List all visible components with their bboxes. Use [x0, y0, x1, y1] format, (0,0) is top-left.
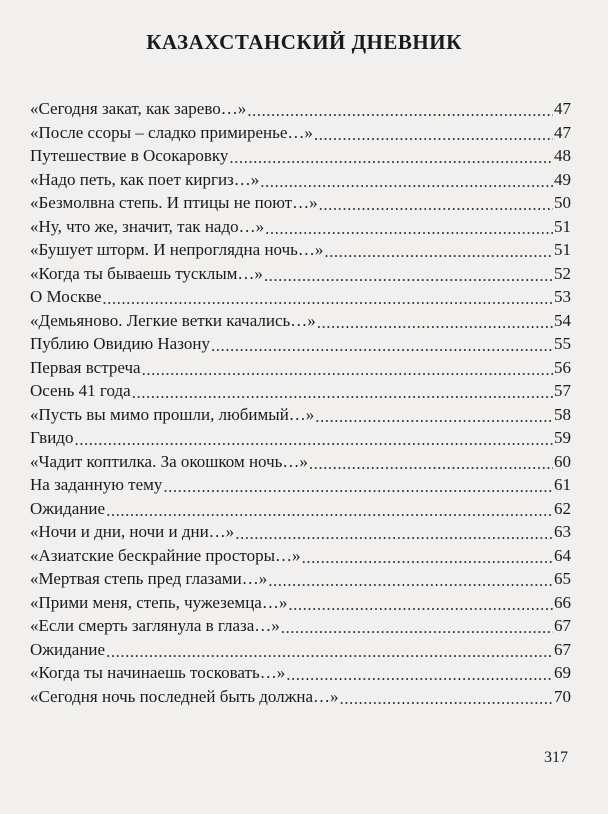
toc-leader-dots [286, 663, 553, 683]
toc-entry-page: 49 [554, 169, 571, 189]
toc-entry-page: 62 [554, 498, 571, 518]
toc-entry [30, 379, 571, 403]
toc-entry [30, 97, 571, 121]
toc-entry-title: Путешествие в Осокаровку [30, 146, 229, 165]
toc-leader-dots [268, 569, 553, 589]
toc-entry-title: Осень 41 года [30, 381, 131, 400]
toc-entry-title: «Сегодня ночь последней быть должна…» [30, 686, 339, 706]
toc-entry [30, 215, 571, 239]
toc-leader-dots [309, 452, 553, 472]
toc-entry [30, 685, 571, 709]
toc-entry-title: «После ссоры – сладко примиренье…» [30, 122, 313, 142]
toc-leader-dots [260, 170, 553, 190]
toc-entry-title: «Бушует шторм. И непроглядна ночь…» [30, 240, 324, 259]
toc-entry [30, 332, 571, 356]
toc-entry-page: 59 [554, 428, 571, 447]
toc-entry [30, 520, 571, 544]
toc-entry-title: «Мертвая степь пред глазами…» [30, 569, 268, 588]
toc-entry-page: 61 [554, 475, 571, 494]
toc-entry [30, 591, 571, 615]
toc-entry-page: 57 [554, 381, 571, 400]
toc-leader-dots [340, 687, 554, 707]
toc-entry-title: «Ночи и дни, ночи и дни…» [30, 522, 235, 541]
toc-entry-page: 58 [554, 404, 571, 424]
toc-entry [30, 356, 571, 380]
toc-leader-dots [319, 193, 553, 213]
toc-entry-page: 54 [554, 310, 571, 330]
toc-entry-page: 65 [554, 569, 571, 588]
toc-entry-title: «Чадит коптилка. За окошком ночь…» [30, 451, 308, 471]
toc-entry-page: 47 [554, 122, 571, 142]
toc-entry-title: «Если смерть заглянула в глаза…» [30, 616, 280, 635]
toc-entry-page: 67 [554, 616, 571, 635]
toc-entry [30, 473, 571, 497]
toc-entry-title: «Сегодня закат, как зарево…» [30, 99, 247, 118]
toc-entry [30, 403, 571, 427]
toc-entry-title: «Азиатские бескрайние просторы…» [30, 545, 301, 565]
toc-leader-dots [163, 475, 553, 495]
toc-leader-dots [324, 240, 553, 260]
toc-entry [30, 638, 571, 662]
toc-leader-dots [106, 640, 553, 660]
toc-entry [30, 497, 571, 521]
toc-entry-page: 60 [554, 451, 571, 471]
toc-leader-dots [314, 123, 553, 143]
toc-entry-title: Гвидо [30, 428, 74, 447]
toc-entry-page: 51 [554, 216, 571, 236]
toc-leader-dots [317, 311, 553, 331]
toc-entry [30, 121, 571, 145]
toc-leader-dots [281, 616, 553, 636]
toc-leader-dots [132, 381, 553, 401]
section-title: КАЗАХСТАНСКИЙ ДНЕВНИК [146, 30, 462, 54]
toc-entry [30, 238, 571, 262]
toc-entry [30, 450, 571, 474]
toc-entry-page: 52 [554, 263, 571, 283]
toc-entry [30, 191, 571, 215]
toc-entry-title: Ожидание [30, 639, 106, 659]
toc-entry [30, 426, 571, 450]
toc-entry [30, 309, 571, 333]
toc-entry-page: 55 [554, 334, 571, 353]
toc-entry [30, 144, 571, 168]
toc-leader-dots [142, 358, 553, 378]
toc-leader-dots [106, 499, 553, 519]
toc-entry-page: 63 [554, 522, 571, 541]
toc-entry-title: «Безмолвна степь. И птицы не поют…» [30, 193, 318, 212]
page-number: 317 [544, 749, 568, 766]
toc-entry-title: «Надо петь, как поет киргиз…» [30, 169, 260, 189]
toc-entry-page: 47 [554, 99, 571, 118]
toc-entry-title: «Когда ты начинаешь тосковать…» [30, 663, 286, 682]
toc-entry [30, 614, 571, 638]
toc-entry-title: Публию Овидию Назону [30, 334, 210, 353]
toc-leader-dots [211, 334, 553, 354]
toc-entry-title: О Москве [30, 287, 102, 306]
toc-leader-dots [102, 287, 553, 307]
toc-leader-dots [235, 522, 553, 542]
toc-entry-page: 67 [554, 639, 571, 659]
table-of-contents [30, 97, 571, 708]
toc-entry [30, 661, 571, 685]
toc-entry [30, 262, 571, 286]
toc-entry [30, 544, 571, 568]
toc-entry-page: 50 [554, 193, 571, 212]
toc-entry-title: Первая встреча [30, 357, 141, 377]
toc-entry-title: «Демьяново. Легкие ветки качались…» [30, 310, 316, 330]
toc-leader-dots [74, 428, 553, 448]
toc-entry-page: 56 [554, 357, 571, 377]
toc-entry-page: 70 [554, 686, 571, 706]
toc-entry-page: 51 [554, 240, 571, 259]
toc-entry-page: 66 [554, 592, 571, 612]
toc-entry-title: Ожидание [30, 498, 106, 518]
toc-entry-page: 64 [554, 545, 571, 565]
toc-entry-title: «Когда ты бываешь тусклым…» [30, 263, 263, 283]
toc-entry-title: «Пусть вы мимо прошли, любимый…» [30, 404, 315, 424]
toc-entry-page: 48 [554, 146, 571, 165]
toc-leader-dots [229, 146, 553, 166]
toc-leader-dots [264, 264, 553, 284]
toc-leader-dots [265, 217, 553, 237]
toc-leader-dots [288, 593, 553, 613]
toc-entry-title: На заданную тему [30, 475, 163, 494]
toc-entry-page: 53 [554, 287, 571, 306]
toc-leader-dots [247, 99, 553, 119]
toc-entry [30, 567, 571, 591]
toc-entry-title: «Ну, что же, значит, так надо…» [30, 216, 265, 236]
toc-entry-title: «Прими меня, степь, чужеземца…» [30, 592, 288, 612]
toc-leader-dots [315, 405, 553, 425]
toc-leader-dots [302, 546, 553, 566]
toc-entry [30, 168, 571, 192]
toc-entry [30, 285, 571, 309]
toc-entry-page: 69 [554, 663, 571, 682]
